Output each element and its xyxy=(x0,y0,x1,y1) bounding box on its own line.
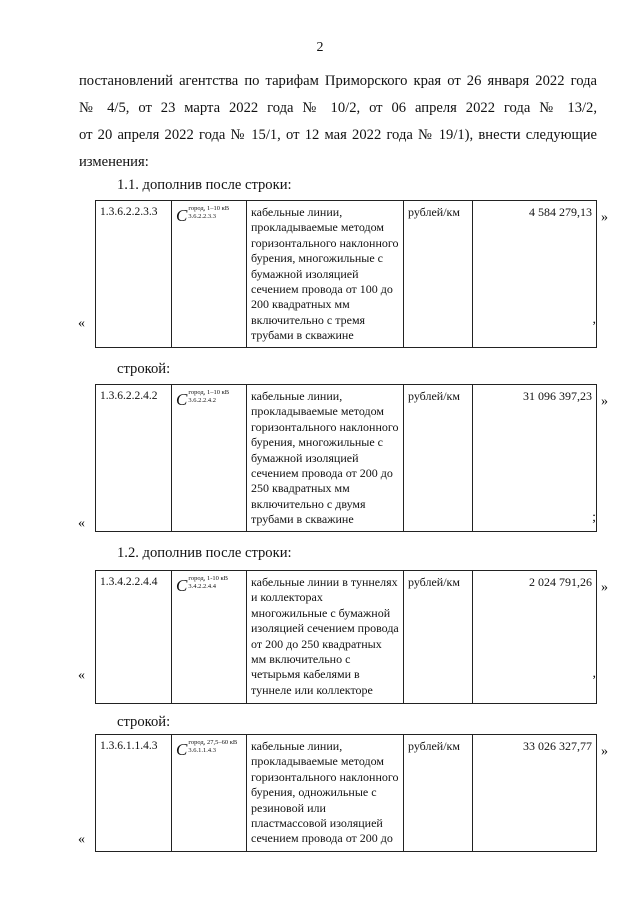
trailing-punctuation: ; xyxy=(592,510,596,525)
intro-line: изменения: xyxy=(79,154,149,170)
symbol-letter: C xyxy=(176,576,188,595)
intro-line: от 20 апреля 2022 года № 15/1, от 12 мая 2022 года № 19/1), внести следующие xyxy=(79,127,597,143)
row-symbol xyxy=(172,571,247,704)
opening-quote: « xyxy=(78,516,85,531)
tariff-row-block xyxy=(78,734,608,854)
section-label: 1.2. дополнив после строки: xyxy=(117,545,292,561)
symbol-subscript: 3.6.2.2.3.3 xyxy=(188,213,216,220)
closing-quote: » xyxy=(601,210,608,225)
row-code: 1.3.6.1.1.4.3 xyxy=(96,735,172,852)
row-unit: рублей/км xyxy=(404,735,473,852)
row-value: 33 026 327,77 xyxy=(473,735,597,852)
section-label: строкой: xyxy=(117,361,171,377)
intro-line: постановлений агентства по тарифам Приморского края от 26 января 2022 года xyxy=(79,73,597,89)
trailing-punctuation: , xyxy=(592,312,596,327)
row-value: 4 584 279,13 xyxy=(473,201,597,348)
row-symbol xyxy=(172,201,247,348)
tariff-table xyxy=(95,570,597,704)
row-description: кабельные линии в туннелях и коллекторах многожильные с бумажной изоляцией сечением провода от 200 до 250 квадратных мм включительно с четырьмя кабелями в туннеле или коллекторе xyxy=(247,571,404,704)
tariff-table xyxy=(95,384,597,532)
tariff-table xyxy=(95,200,597,348)
symbol-subscript: 3.4.2.2.4.4 xyxy=(188,583,216,590)
closing-quote: » xyxy=(601,580,608,595)
tariff-table xyxy=(95,734,597,852)
opening-quote: « xyxy=(78,316,85,331)
intro-paragraph xyxy=(79,68,597,176)
symbol-letter: C xyxy=(176,390,188,409)
table-row xyxy=(96,735,597,852)
row-code: 1.3.6.2.2.4.2 xyxy=(96,385,172,532)
tariff-row-block xyxy=(78,200,608,348)
row-unit: рублей/км xyxy=(404,571,473,704)
symbol-subscript: 3.6.1.1.4.3 xyxy=(188,747,216,754)
symbol-letter: C xyxy=(176,740,188,759)
row-unit: рублей/км xyxy=(404,201,473,348)
page-number: 2 xyxy=(316,40,324,55)
closing-quote: » xyxy=(601,394,608,409)
table-row xyxy=(96,385,597,532)
row-symbol xyxy=(172,735,247,852)
symbol-letter: C xyxy=(176,206,188,225)
tariff-row-block xyxy=(78,570,608,704)
row-value: 31 096 397,23 xyxy=(473,385,597,532)
row-description: кабельные линии, прокладываемые методом горизонтального наклонного бурения, многожильные с бумажной изоляцией сечением провода от 100 до 200 квадратных мм включительно с тремя трубами в скважине xyxy=(247,201,404,348)
symbol-superscript: город, 1-10 кВ xyxy=(188,575,229,582)
row-code: 1.3.6.2.2.3.3 xyxy=(96,201,172,348)
section-label: 1.1. дополнив после строки: xyxy=(117,177,292,193)
closing-quote: » xyxy=(601,744,608,759)
tariff-row-block xyxy=(78,384,608,532)
symbol-superscript: город, 1–10 кВ xyxy=(188,389,230,396)
symbol-superscript: город, 1–10 кВ xyxy=(188,205,230,212)
symbol-superscript: город, 27,5–60 кВ xyxy=(188,739,238,746)
row-description: кабельные линии, прокладываемые методом горизонтального наклонного бурения, одножильные с резиновой или пластмассовой изоляцией сечением провода от 200 до xyxy=(247,735,404,852)
symbol-subscript: 3.6.2.2.4.2 xyxy=(188,397,216,404)
row-description: кабельные линии, прокладываемые методом горизонтального наклонного бурения, многожильные с бумажной изоляцией сечением провода от 200 до 250 квадратных мм включительно с двумя трубами в скважине xyxy=(247,385,404,532)
row-unit: рублей/км xyxy=(404,385,473,532)
row-symbol xyxy=(172,385,247,532)
trailing-punctuation: , xyxy=(592,666,596,681)
table-row xyxy=(96,201,597,348)
opening-quote: « xyxy=(78,832,85,847)
opening-quote: « xyxy=(78,668,85,683)
row-code: 1.3.4.2.2.4.4 xyxy=(96,571,172,704)
intro-line: № 4/5, от 23 марта 2022 года № 10/2, от 06 апреля 2022 года № 13/2, xyxy=(79,100,597,116)
table-row xyxy=(96,571,597,704)
section-label: строкой: xyxy=(117,714,171,730)
row-value: 2 024 791,26 xyxy=(473,571,597,704)
